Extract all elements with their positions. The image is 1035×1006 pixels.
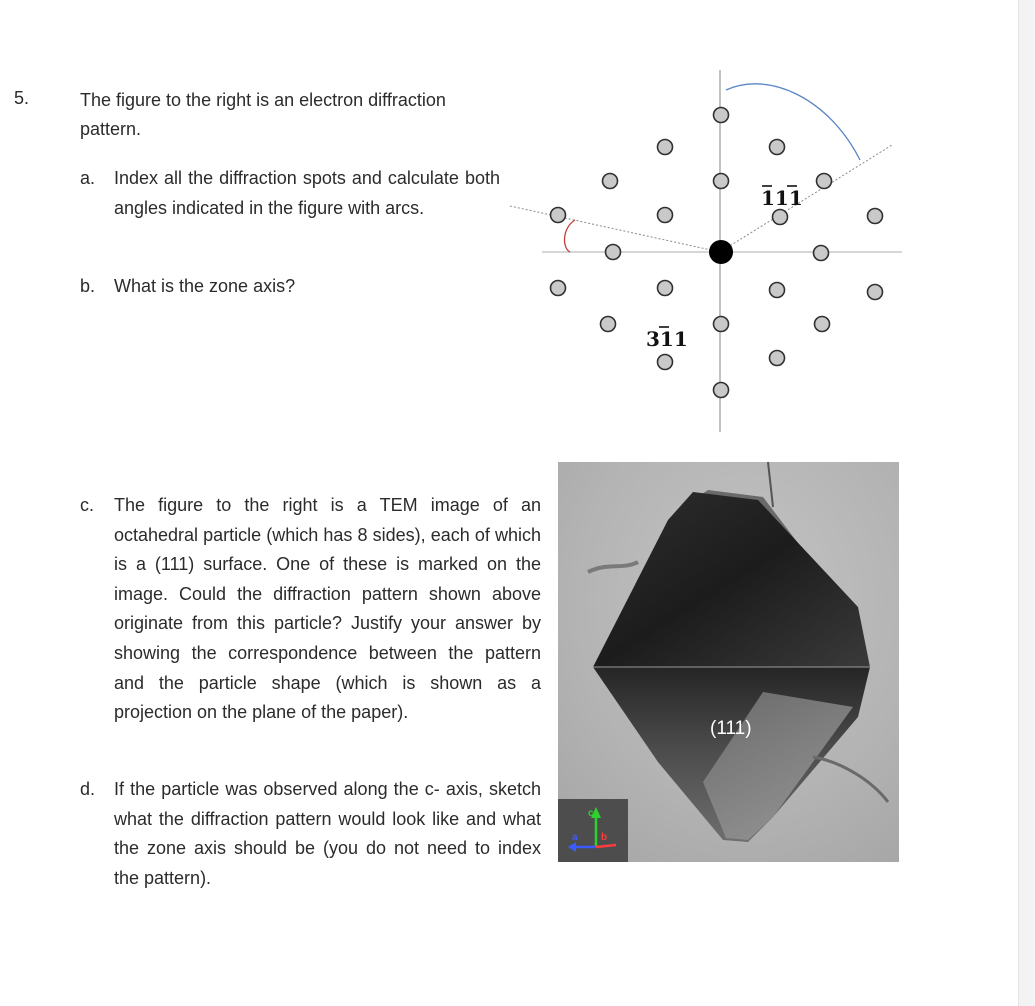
part-a-letter: a. — [80, 168, 96, 188]
tem-image — [558, 462, 899, 862]
diffraction-spot — [658, 140, 673, 155]
diffraction-spot — [601, 317, 616, 332]
diffraction-spot — [773, 210, 788, 225]
miller-label-311 — [646, 327, 688, 351]
diffraction-spot — [658, 355, 673, 370]
diffraction-spot — [606, 245, 621, 260]
part-d-letter: d. — [80, 779, 96, 799]
diffraction-spot — [714, 108, 729, 123]
part-d — [80, 775, 541, 893]
part-a — [80, 164, 500, 223]
diffraction-spot — [658, 281, 673, 296]
diffraction-spot — [714, 383, 729, 398]
diffraction-pattern-figure — [500, 60, 910, 440]
miller-label-111 — [761, 186, 803, 210]
diffraction-spot — [815, 317, 830, 332]
part-c-text: The figure to the right is a TEM image of an octahedral particle (which has 8 sides), each of which is a (111) surface. One of these is marked on the image. Could the diffraction pattern shown above originate from this particle? Justify your answer by showing the correspondence between the pattern and the particle shape (which is shown as a projection on the plane of the paper). — [114, 495, 541, 723]
diffraction-spot — [814, 246, 829, 261]
miller-label-311-text: 311 — [646, 327, 688, 351]
b-axis-label: b — [601, 832, 608, 843]
diffraction-spot — [714, 174, 729, 189]
miller-label-111-text: 111 — [761, 186, 803, 210]
part-a-text: Index all the diffraction spots and calculate both angles indicated in the figure with arcs. — [114, 168, 500, 218]
question-number: 5. — [14, 88, 30, 108]
tem-image-graphic — [558, 462, 899, 862]
diffraction-spot — [770, 283, 785, 298]
diffraction-spot — [603, 174, 618, 189]
diffraction-spot — [868, 285, 883, 300]
dashed-line-to-111 — [720, 145, 892, 252]
diffraction-spot — [770, 140, 785, 155]
face-label-111: (111) — [710, 718, 752, 739]
diffraction-spot — [817, 174, 832, 189]
angle-arc-blue — [726, 84, 860, 160]
diffraction-spot — [551, 281, 566, 296]
part-b-letter: b. — [80, 276, 96, 296]
part-d-text: If the particle was observed along the c- axis, sketch what the diffraction pattern would look like and what the zone axis should be (you do not need to index the pattern). — [114, 779, 541, 888]
diffraction-spot — [551, 208, 566, 223]
diffraction-spot — [868, 209, 883, 224]
angle-arc-red — [565, 220, 575, 252]
c-axis-label: c — [588, 808, 594, 819]
part-c-letter: c. — [80, 495, 95, 515]
diffraction-spot — [770, 351, 785, 366]
vertical-scrollbar[interactable] — [1018, 0, 1035, 1006]
central-beam-spot — [709, 240, 733, 264]
question-intro: The figure to the right is an electron diffraction pattern. — [80, 90, 446, 139]
part-b — [80, 272, 500, 302]
diffraction-spot — [658, 208, 673, 223]
part-c — [80, 491, 541, 728]
diffraction-spot — [714, 317, 729, 332]
part-b-text: What is the zone axis? — [114, 276, 296, 296]
a-axis-label: a — [572, 832, 578, 843]
